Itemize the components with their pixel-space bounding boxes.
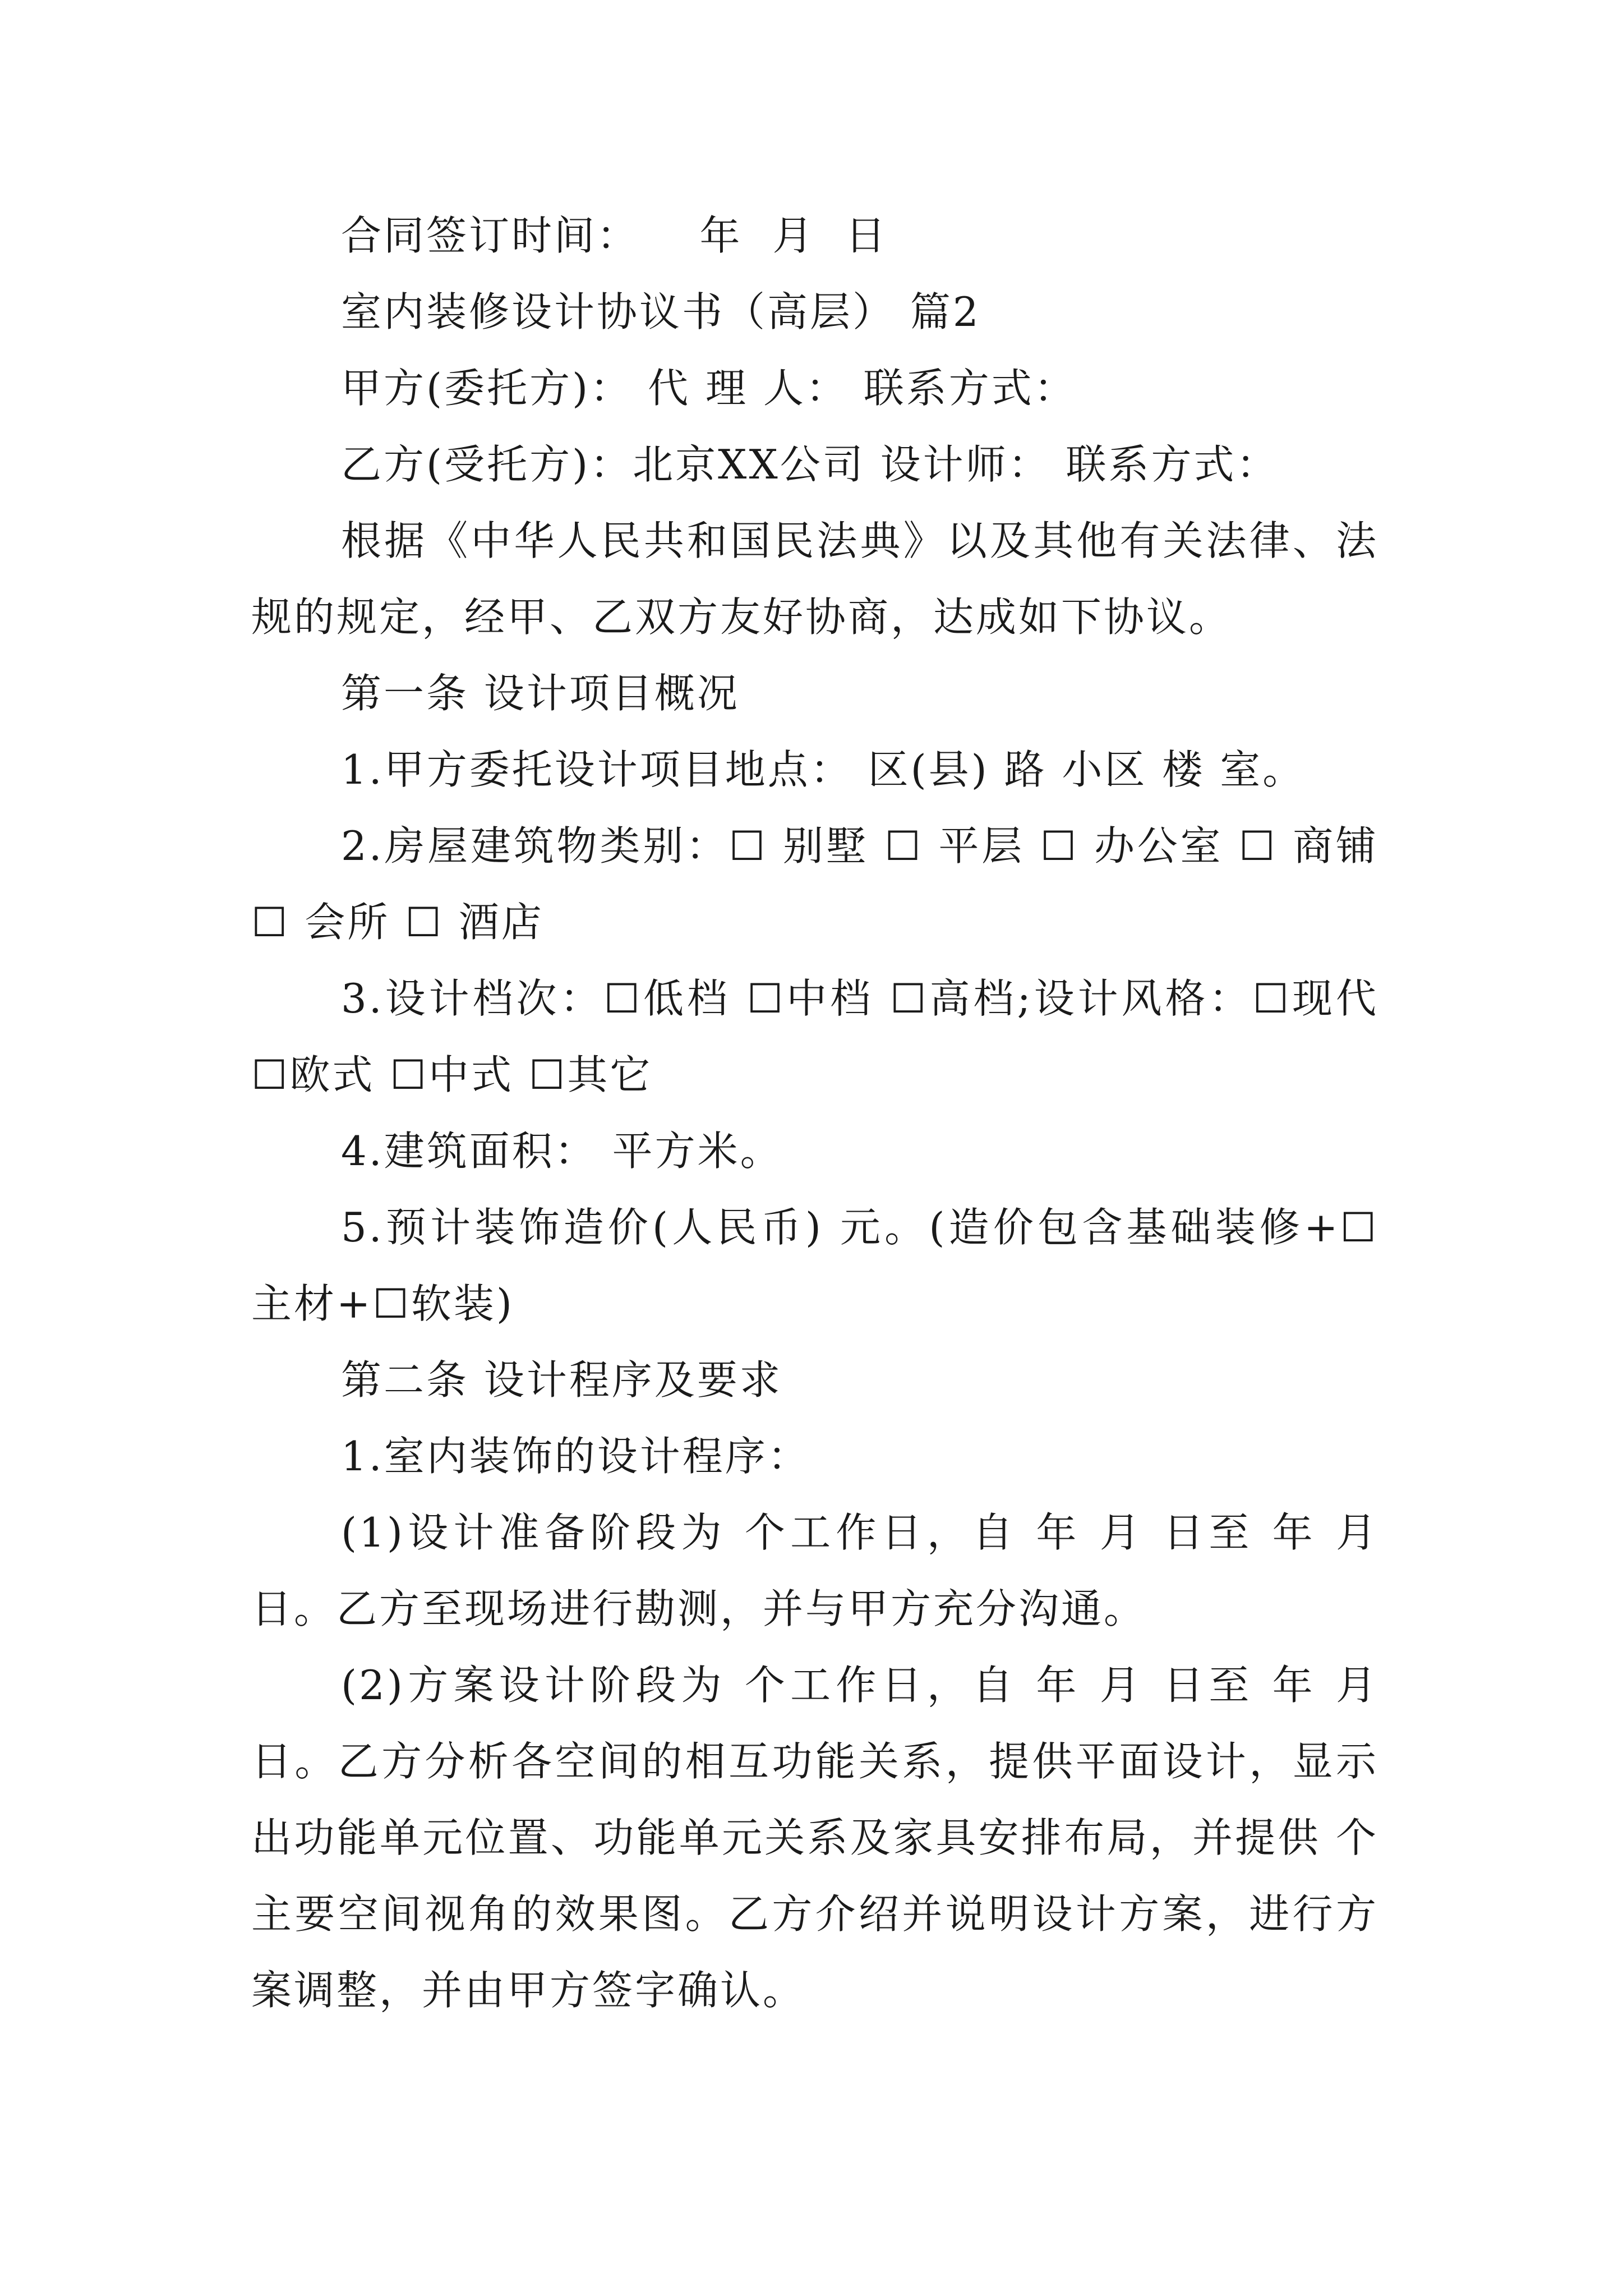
agreement-title: 室内装修设计协议书（高层） 篇2: [341, 288, 981, 335]
article-2-subitem-1: (1)设计准备阶段为 个工作日，自 年 月 日至 年 月日。乙方至现场进行勘测，并与甲方充分沟通。: [251, 1509, 1378, 1632]
article-2-item-1: 1.室内装饰的设计程序：: [341, 1433, 810, 1480]
article-1-item-4: 4.建筑面积： 平方米。: [341, 1128, 783, 1175]
article-2-heading: 第二条 设计程序及要求: [341, 1356, 782, 1404]
signing-date-line: 合同签订时间： 年 月 日: [341, 212, 888, 259]
party-b-line: 乙方(受托方)：北京XX公司 设计师： 联系方式：: [341, 441, 1279, 488]
article-1-item-1: 1.甲方委托设计项目地点： 区(县) 路 小区 楼 室。: [341, 746, 1306, 793]
party-a-line: 甲方(委托方)： 代 理 人： 联系方式：: [341, 365, 1077, 412]
preamble-paragraph: 根据《中华人民共和国民法典》以及其他有关法律、法规的规定，经甲、乙双方友好协商，达成如下协议。: [251, 517, 1378, 641]
article-1-heading: 第一条 设计项目概况: [341, 670, 740, 717]
article-1-item-5: 5.预计装饰造价(人民币) 元。(造价包含基础装修+☐主材+☐软装): [251, 1204, 1378, 1327]
document-body: [251, 197, 1394, 2028]
article-2-subitem-2: (2)方案设计阶段为 个工作日，自 年 月 日至 年 月日。乙方分析各空间的相互功能关系，提供平面设计，显示出功能单元位置、功能单元关系及家具安排布局，并提供 个主要空间视角的效果图。乙方介绍并说明设计方案，进行方案调整，并由甲方签字确认。: [251, 1662, 1378, 2014]
article-1-item-3: 3.设计档次：☐低档 ☐中档 ☐高档;设计风格：☐现代 ☐欧式 ☐中式 ☐其它: [251, 975, 1394, 1098]
article-1-item-2: 2.房屋建筑物类别：☐ 别墅 ☐ 平层 ☐ 办公室 ☐ 商铺 ☐ 会所 ☐ 酒店: [251, 822, 1394, 946]
